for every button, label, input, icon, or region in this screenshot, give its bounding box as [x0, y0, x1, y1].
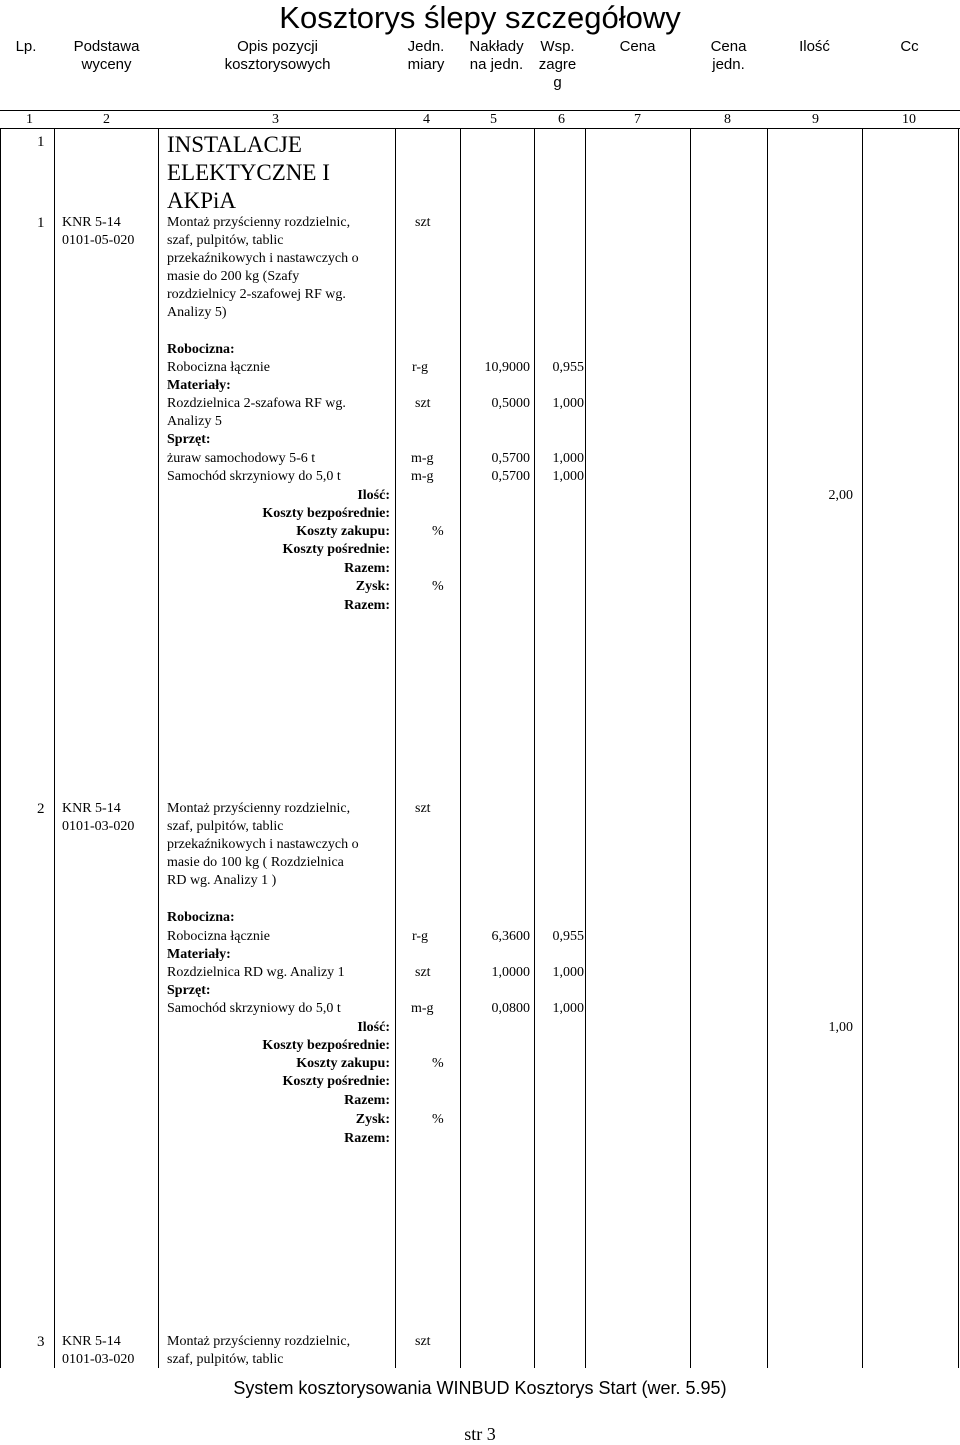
item-1-lp: 1 [37, 215, 45, 231]
colnum-5: 5 [490, 112, 497, 127]
item-2-sprzet-1-unit: m-g [411, 1001, 434, 1016]
col-rule-5 [534, 128, 535, 1368]
item-1-summary-4: Razem: [344, 561, 390, 576]
item-2-summary-2: Koszty zakupu: [296, 1056, 390, 1071]
item-1-material-norm: 0,5000 [491, 396, 530, 411]
colnum-8: 8 [724, 112, 731, 127]
item-2-ilosc: 1,00 [828, 1020, 853, 1035]
item-3-description: Montaż przyścienny rozdzielnic, szaf, pulpitów, tablic [167, 1334, 351, 1367]
page-number: str 3 [464, 1424, 496, 1444]
item-1-sprzet-2-unit: m-g [411, 469, 434, 484]
item-2-sprzet-1-coef: 1,000 [552, 1001, 584, 1016]
item-2-robocizna-coef: 0,955 [552, 929, 584, 944]
col-rule-1 [54, 128, 55, 1368]
item-3-basis: KNR 5-14 0101-03-020 [62, 1334, 135, 1367]
item-1-summary-5: Zysk: [355, 579, 390, 594]
header-cc: Cc [900, 38, 919, 55]
colnum-2: 2 [103, 112, 110, 127]
colnum-10: 10 [902, 112, 916, 127]
item-2-robocizna-norm: 6,3600 [491, 929, 530, 944]
item-1-basis: KNR 5-14 0101-05-020 [62, 215, 135, 248]
item-2-summary-3: Koszty pośrednie: [282, 1074, 390, 1089]
col-rule-left [0, 128, 1, 1368]
colnum-1: 1 [26, 112, 33, 127]
item-1-sprzet-2-coef: 1,000 [552, 469, 584, 484]
item-2-summary-1: Koszty bezpośrednie: [262, 1038, 390, 1053]
item-2-summary-6: Razem: [344, 1131, 390, 1146]
item-1-sprzet-1-coef: 1,000 [552, 451, 584, 466]
item-1-summary-6: Razem: [344, 598, 390, 613]
colnum-9: 9 [812, 112, 819, 127]
header-jedn-miary: Jedn. miary [407, 38, 445, 73]
item-1-summary-2: Koszty zakupu: [296, 524, 390, 539]
item-2-material-unit: szt [415, 965, 431, 980]
item-2-description: Montaż przyścienny rozdzielnic, szaf, pulpitów, tablic przekaźnikowych i nastawczych o masie do 100 kg ( Rozdzielnica RD wg. Analizy 1 ) [167, 801, 359, 888]
item-2-materialy-label: Materiały: [167, 947, 231, 962]
item-1-material-unit: szt [415, 396, 431, 411]
document-title: Kosztorys ślepy szczegółowy [279, 0, 681, 35]
item-1-description: Montaż przyścienny rozdzielnic, szaf, pulpitów, tablic przekaźnikowych i nastawczych o masie do 200 kg (Szafy rozdzielnicy 2-szafowej RF wg. Analizy 5) [167, 215, 359, 320]
colnum-6: 6 [558, 112, 565, 127]
item-2-summary-4: Razem: [344, 1093, 390, 1108]
item-1-unit: szt [415, 215, 431, 230]
item-1-sprzet-1-name: żuraw samochodowy 5-6 t [167, 451, 316, 466]
colnum-4: 4 [423, 112, 430, 127]
item-1-summary-5-unit: % [432, 579, 444, 594]
item-3-unit: szt [415, 1334, 431, 1349]
col-rule-4 [460, 128, 461, 1368]
col-rule-6 [585, 128, 586, 1368]
col-rule-right [958, 128, 959, 1368]
item-1-summary-3: Koszty pośrednie: [282, 542, 390, 557]
item-1-ilosc: 2,00 [828, 488, 853, 503]
item-2-sprzet-label: Sprzęt: [167, 983, 211, 998]
col-rule-9 [862, 128, 863, 1368]
item-1-sprzet-2-name: Samochód skrzyniowy do 5,0 t [167, 469, 341, 484]
item-1-robocizna-norm: 10,9000 [484, 360, 530, 375]
header-opis: Opis pozycji kosztorysowych [224, 38, 331, 73]
colnum-3: 3 [272, 112, 279, 127]
section-lp: 1 [37, 134, 45, 150]
item-1-robocizna-label: Robocizna: [167, 342, 235, 357]
item-1-ilosc-label: Ilość: [357, 488, 390, 503]
header-ilosc: Ilość [799, 38, 830, 55]
item-2-summary-5-unit: % [432, 1112, 444, 1127]
col-rule-3 [395, 128, 396, 1368]
item-1-robocizna-unit: r-g [412, 360, 429, 375]
header-cena: Cena [619, 38, 656, 55]
item-1-summary-2-unit: % [432, 524, 444, 539]
item-1-material-name: Rozdzielnica 2-szafowa RF wg. Analizy 5 [167, 396, 346, 429]
col-rule-2 [158, 128, 159, 1368]
footer-text: System kosztorysowania WINBUD Kosztorys Start (wer. 5.95) [233, 1378, 727, 1398]
item-1-summary-1: Koszty bezpośrednie: [262, 506, 390, 521]
header-podstawa: Podstawa wyceny [73, 38, 140, 73]
item-1-sprzet-label: Sprzęt: [167, 432, 211, 447]
item-1-sprzet-2-norm: 0,5700 [491, 469, 530, 484]
item-2-robocizna-unit: r-g [412, 929, 429, 944]
item-1-robocizna-name: Robocizna łącznie [167, 360, 271, 375]
item-1-robocizna-coef: 0,955 [552, 360, 584, 375]
header-cena-jedn: Cena jedn. [710, 38, 747, 73]
item-2-robocizna-label: Robocizna: [167, 910, 235, 925]
item-2-summary-2-unit: % [432, 1056, 444, 1071]
col-rule-7 [690, 128, 691, 1368]
item-2-basis: KNR 5-14 0101-03-020 [62, 801, 135, 834]
item-1-sprzet-1-norm: 0,5700 [491, 451, 530, 466]
item-1-materialy-label: Materiały: [167, 378, 231, 393]
item-2-material-coef: 1,000 [552, 965, 584, 980]
item-2-material-norm: 1,0000 [491, 965, 530, 980]
col-rule-8 [767, 128, 768, 1368]
item-2-ilosc-label: Ilość: [357, 1020, 390, 1035]
item-2-lp: 2 [37, 801, 45, 817]
item-2-material-name: Rozdzielnica RD wg. Analizy 1 [167, 965, 345, 980]
item-2-unit: szt [415, 801, 431, 816]
item-2-summary-5: Zysk: [355, 1112, 390, 1127]
header-wsp: Wsp. zagre g [538, 38, 577, 91]
item-2-sprzet-1-norm: 0,0800 [491, 1001, 530, 1016]
header-naklady: Nakłady na jedn. [469, 38, 524, 73]
item-2-robocizna-name: Robocizna łącznie [167, 929, 271, 944]
item-1-sprzet-1-unit: m-g [411, 451, 434, 466]
item-1-material-coef: 1,000 [552, 396, 584, 411]
section-title: INSTALACJE ELEKTYCZNE I AKPiA [167, 132, 330, 213]
header-lp: Lp. [15, 38, 37, 55]
colnum-7: 7 [634, 112, 641, 127]
item-2-sprzet-1-name: Samochód skrzyniowy do 5,0 t [167, 1001, 341, 1016]
item-3-lp: 3 [37, 1334, 45, 1350]
